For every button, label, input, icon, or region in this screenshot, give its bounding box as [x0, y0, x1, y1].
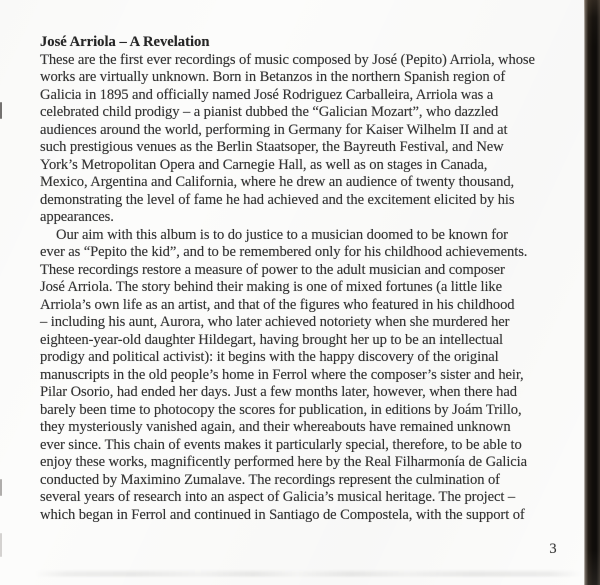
text-line: [40, 122, 586, 140]
text-line-content: Galicia in 1895 and officially named José Rodriguez Carballeira, Arriola was a: [40, 86, 494, 103]
text-line-content: they mysteriously vanished again, and their whereabouts have remained unknown: [40, 419, 511, 435]
text-line-content: prodigy and political activist): it begins with the happy discovery of the original: [40, 349, 499, 365]
text-line: [40, 209, 586, 227]
text-line: [40, 262, 586, 280]
text-line: [40, 437, 586, 455]
text-line: [40, 174, 586, 192]
text-line-content: works are virtually unknown. Born in Betanzos in the northern Spanish region of: [40, 69, 506, 85]
text-line-content: eighteen-year-old daughter Hildegart, having brought her up to be an intellectual: [40, 331, 503, 348]
text-line-content: ever as “Pepito the kid”, and to be remembered only for his childhood achievements.: [40, 244, 528, 260]
page-title: [40, 34, 586, 52]
text-line-content: celebrated child prodigy – a pianist dubbed the “Galician Mozart”, who dazzled: [40, 104, 499, 120]
text-line-content: several years of research into an aspect of Galicia’s musical heritage. The project –: [40, 489, 516, 505]
text-line: [40, 507, 586, 525]
text-line-content: José Arriola. The story behind their making is one of mixed fortunes (a little like: [40, 279, 502, 295]
scan-shadow-bottom: [34, 569, 582, 578]
text-line-content: ever since. This chain of events makes it particularly special, therefore, to be able to: [40, 436, 522, 453]
text-line-content: demonstrating the level of fame he had achieved and the excitement elicited by his: [40, 191, 515, 208]
text-line-content: such prestigious venues as the Berlin Staatsoper, the Bayreuth Festival, and New: [40, 139, 504, 155]
text-line: [40, 227, 586, 245]
scan-edge-right: [584, 0, 600, 585]
text-line-content: – including his aunt, Aurora, who later achieved notoriety when she murdered her: [40, 314, 510, 330]
text-line-content: Our aim with this album is to do justice to a musician doomed to be known for: [56, 226, 508, 243]
text-line-content: audiences around the world, performing in Germany for Kaiser Wilhelm II and at: [40, 121, 508, 138]
text-line: [40, 314, 586, 332]
text-line: [40, 297, 586, 315]
text-line: [40, 454, 586, 472]
page-title-text: José Arriola – A Revelation: [40, 34, 210, 50]
text-line-content: conducted by Maximino Zumalave. The recordings represent the culmination of: [40, 471, 500, 488]
scan-artifact-left-2: [0, 479, 2, 496]
text-line-content: barely been time to photocopy the scores for publication, in editions by Joám Trillo,: [40, 401, 522, 418]
text-line-content: Arriola’s own life as an artist, and that of the figures who featured in his childhood: [40, 296, 515, 313]
text-line-content: enjoy these works, magnificently performed here by the Real Filharmonía de Galicia: [40, 454, 528, 470]
text-line-content: Mexico, Argentina and California, where he drew an audience of twenty thousand,: [40, 174, 515, 190]
text-line: [40, 489, 586, 507]
body-text: [40, 52, 586, 525]
text-line: [40, 349, 586, 367]
scan-artifact-left-3: [0, 533, 2, 557]
text-line: [40, 87, 586, 105]
text-line: [40, 157, 586, 175]
text-line: [40, 192, 586, 210]
text-line: [40, 472, 586, 490]
text-line-content: These are the first ever recordings of music composed by José (Pepito) Arriola, whose: [40, 51, 535, 68]
page-number: 3: [549, 541, 557, 557]
text-line: [40, 52, 586, 70]
text-line: [40, 419, 586, 437]
text-line: [40, 384, 586, 402]
text-line: [40, 402, 586, 420]
text-line-content: Pilar Osorio, had ended her days. Just a few months later, however, when there had: [40, 384, 517, 400]
text-line: [40, 279, 586, 297]
text-line: [40, 104, 586, 122]
text-line: [40, 69, 586, 87]
text-line-content: York’s Metropolitan Opera and Carnegie Hall, as well as on stages in Canada,: [40, 156, 488, 173]
text-line-content: These recordings restore a measure of power to the adult musician and composer: [40, 261, 505, 278]
text-line: [40, 139, 586, 157]
text-line-content: which began in Ferrol and continued in Santiago de Compostela, with the support of: [40, 506, 525, 523]
text-line-content: appearances.: [40, 209, 114, 225]
text-line: [40, 244, 586, 262]
text-line: [40, 367, 586, 385]
text-block: [40, 34, 586, 524]
text-line: [40, 332, 586, 350]
scan-artifact-left-1: [0, 102, 2, 119]
text-line-content: manuscripts in the old people’s home in Ferrol where the composer’s sister and heir,: [40, 366, 524, 383]
